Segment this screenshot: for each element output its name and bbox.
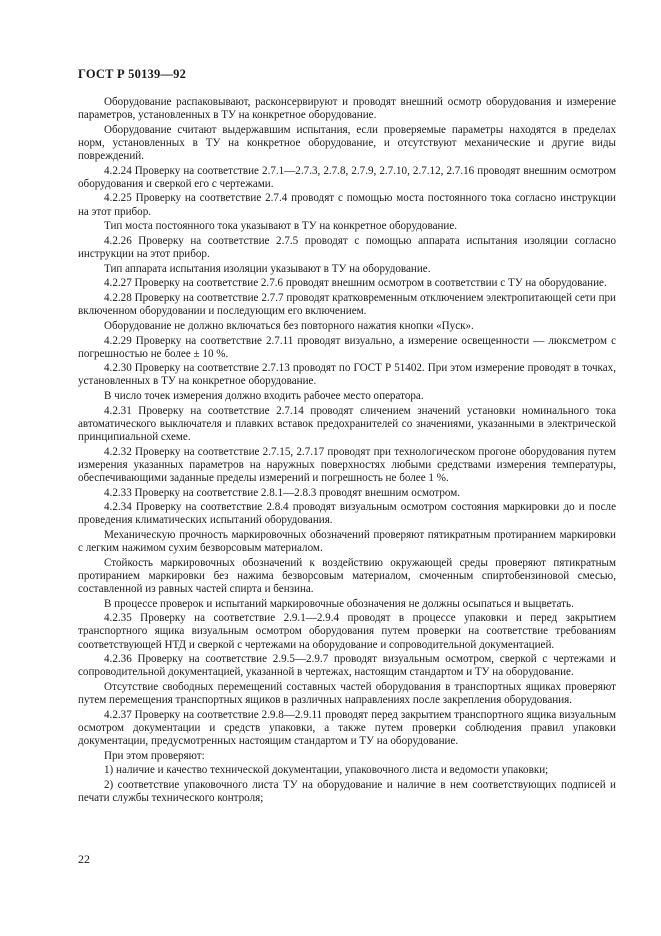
paragraph: Оборудование считают выдержавшим испытания, если проверяемые параметры находятся в пределах норм, установленных в ТУ на конкретное оборудование, и отсутствуют механические и другие виды повреждений.	[78, 123, 616, 162]
paragraph: 4.2.30 Проверку на соответствие 2.7.13 проводят по ГОСТ Р 51402. При этом измерение проводят в точках, установленных в ТУ на конкретное оборудование.	[78, 362, 616, 388]
paragraph: 4.2.34 Проверку на соответствие 2.8.4 проводят визуальным осмотром состояния маркировки до и после проведения климатических испытаний оборудования.	[78, 501, 616, 527]
paragraph: Оборудование не должно включаться без повторного нажатия кнопки «Пуск».	[104, 319, 474, 332]
paragraph: 4.2.33 Проверку на соответствие 2.8.1—2.8.3 проводят внешним осмотром.	[104, 486, 461, 499]
paragraph: В число точек измерения должно входить рабочее место оператора.	[104, 390, 424, 403]
standard-header: ГОСТ Р 50139—92	[78, 67, 187, 81]
list-item: 2) соответствие упаковочного листа ТУ на оборудование и наличие в нем соответствующих подписей и печати службы технического контроля;	[78, 779, 616, 805]
paragraph: 4.2.27 Проверку на соответствие 2.7.6 проводят внешним осмотром в соответствии с ТУ на оборудование.	[104, 277, 607, 290]
document-body	[78, 96, 616, 807]
paragraph: При этом проверяют:	[104, 749, 205, 762]
paragraph: Тип моста постоянного тока указывают в ТУ на конкретное оборудование.	[104, 220, 458, 233]
paragraph: 4.2.37 Проверку на соответствие 2.9.8—2.9.11 проводят перед закрытием транспортного ящика визуальным осмотром документации и средств упаковки, а также путем проверки соблюдения правил упаковки документации, предусмотренных настоящим стандартом и ТУ на оборудование.	[78, 708, 616, 747]
paragraph: В процессе проверок и испытаний маркировочные обозначения не должны осыпаться и выцветать.	[104, 597, 574, 610]
paragraph: Стойкость маркировочных обозначений к воздействию окружающей среды проверяют пятикратным протиранием маркировки без нажима безворсовым материалом, смоченным спиртобензиновой смесью, составленной из равных частей спирта и бензина.	[78, 556, 616, 595]
paragraph: Отсутствие свободных перемещений составных частей оборудования в транспортных ящиках проверяют путем перемещения транспортных ящиков в различных направлениях после закрепления оборудования.	[78, 681, 616, 707]
paragraph: 4.2.32 Проверку на соответствие 2.7.15, 2.7.17 проводят при технологическом прогоне оборудования путем измерения указанных параметров на наружных поверхностях любыми средствами измерения температуры, обеспечивающими заданные пределы измерений и погрешность не более 1 %.	[78, 445, 616, 484]
paragraph: Тип аппарата испытания изоляции указывают в ТУ на оборудование.	[104, 262, 431, 275]
paragraph: 4.2.31 Проверку на соответствие 2.7.14 проводят сличением значений установки номинального тока автоматического выключателя и плавких вставок предохранителей со значениями, указанными в электрической принципиальной схеме.	[78, 404, 616, 443]
paragraph: 4.2.24 Проверку на соответствие 2.7.1—2.7.3, 2.7.8, 2.7.9, 2.7.10, 2.7.12, 2.7.16 проводят внешним осмотром оборудования и сверкой его с чертежами.	[78, 164, 616, 190]
paragraph: 4.2.26 Проверку на соответствие 2.7.5 проводят с помощью аппарата испытания изоляции согласно инструкции на этот прибор.	[78, 234, 616, 260]
paragraph: Оборудование распаковывают, расконсервируют и проводят внешний осмотр оборудования и измерение параметров, установленных в ТУ на конкретное оборудование.	[78, 96, 616, 122]
paragraph: Механическую прочность маркировочных обозначений проверяют пятикратным протиранием маркировки с легким нажимом сухим безворсовым материалом.	[78, 529, 616, 555]
paragraph: 4.2.29 Проверку на соответствие 2.7.11 проводят визуально, а измерение освещенности — люксметром с погрешностью не более ± 10 %.	[78, 334, 616, 360]
paragraph: 4.2.36 Проверку на соответствие 2.9.5—2.9.7 проводят визуальным осмотром, сверкой с чертежами и сопроводительной документацией, указанной в чертежах, настоящим стандартом и ТУ на оборудование.	[78, 653, 616, 679]
page-number: 22	[78, 852, 90, 866]
paragraph: 4.2.25 Проверку на соответствие 2.7.4 проводят с помощью моста постоянного тока согласно инструкции на этот прибор.	[78, 192, 616, 218]
list-item: 1) наличие и качество технической документации, упаковочного листа и ведомости упаковки;	[104, 764, 549, 777]
paragraph: 4.2.28 Проверку на соответствие 2.7.7 проводят кратковременным отключением электропитающей сети при включенном оборудовании и последующим его включением.	[78, 292, 616, 318]
paragraph: 4.2.35 Проверку на соответствие 2.9.1—2.9.4 проводят в процессе упаковки и перед закрытием транспортного ящика визуальным осмотром оборудования путем проверки на соответствие требованиям соответствующей НТД и сверкой с чертежами на оборудование и сопроводительной документацией.	[78, 612, 616, 651]
